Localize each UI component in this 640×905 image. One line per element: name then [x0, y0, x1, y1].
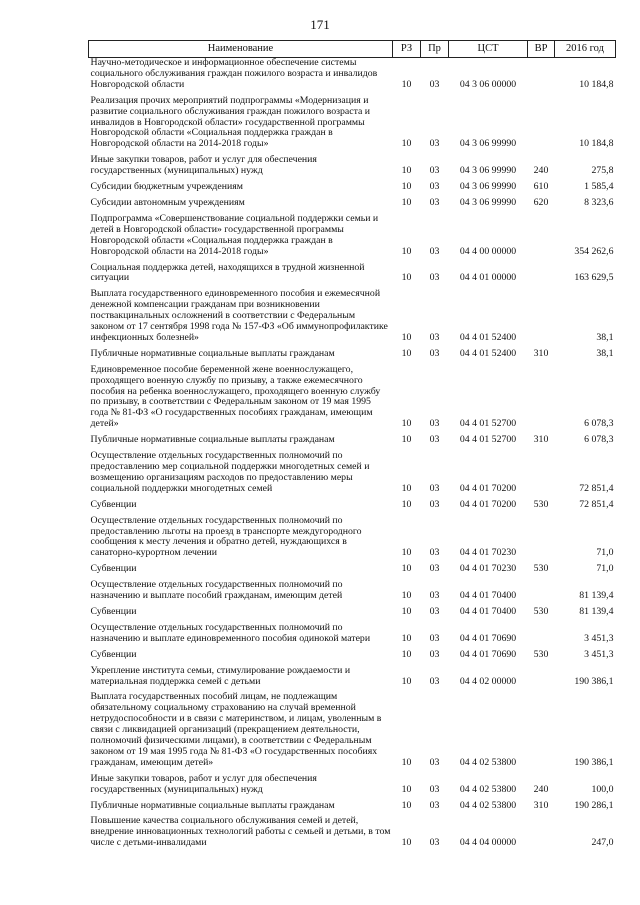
row-pr: 03 [429, 675, 440, 687]
row-rz: 10 [401, 632, 412, 644]
row-cst: 04 4 01 70230 [459, 547, 517, 559]
row-name: Иные закупки товаров, работ и услуг для обеспечения государственных (муниципальных) нужд [90, 772, 317, 795]
table-row [89, 155, 616, 182]
row-rz: 10 [401, 590, 412, 602]
row-cst: 04 3 06 99990 [459, 165, 517, 177]
row-pr: 03 [429, 563, 440, 575]
row-name: Осуществление отдельных государственных полномочий по предоставлению льготы на проезд в транспорте междугородного сообщения к месту лечения и обратно детей, нуждающихся в санаторно-курортном лечении [90, 514, 362, 559]
row-vr: 610 [533, 181, 549, 193]
row-amount: 190 386,1 [574, 756, 614, 768]
row-vr [528, 263, 555, 290]
table-row [89, 58, 616, 96]
row-amount: 81 139,4 [579, 605, 614, 617]
row-pr: 03 [429, 590, 440, 602]
budget-table [88, 40, 616, 854]
table-body [89, 58, 616, 855]
row-amount: 100,0 [591, 783, 614, 795]
header-year: 2016 год [555, 41, 616, 58]
row-pr: 03 [429, 331, 440, 343]
row-name: Осуществление отдельных государственных полномочий по назначению и выплате пособий гражданам, имеющим детей [90, 579, 343, 602]
table-row [89, 349, 616, 365]
row-pr: 03 [429, 756, 440, 768]
row-amount: 72 851,4 [579, 498, 614, 510]
row-pr: 03 [429, 434, 440, 446]
row-rz: 10 [401, 563, 412, 575]
row-name: Субсидии автономным учреждениям [90, 196, 245, 208]
row-name: Научно-методическое и информационное обеспечение системы социального обслуживания граждан пожилого возраста и инвалидов Новгородской области [90, 57, 378, 90]
row-vr: 530 [533, 648, 549, 660]
row-vr [528, 623, 555, 650]
row-rz: 10 [401, 756, 412, 768]
row-pr: 03 [429, 482, 440, 494]
row-name: Публичные нормативные социальные выплаты гражданам [90, 799, 335, 811]
header-cst: ЦСТ [449, 41, 528, 58]
row-amount: 38,1 [596, 347, 614, 359]
row-amount: 8 323,6 [584, 196, 614, 208]
row-cst: 04 3 06 00000 [459, 78, 517, 90]
header-vr: ВР [528, 41, 555, 58]
row-pr: 03 [429, 605, 440, 617]
row-cst: 04 4 01 00000 [459, 272, 517, 284]
row-pr: 03 [429, 347, 440, 359]
row-vr: 310 [533, 347, 549, 359]
table-row [89, 650, 616, 666]
row-name: Единовременное пособие беременной жене военнослужащего, проходящего военную службу по призыву, а также ежемесячного пособия на ребенка военнослужащего, проходящего военную службу по призыву, в соответствии с Федеральным законом от 19 мая 1995 года № 81-ФЗ «О государственных пособиях гражданам, имеющим детей» [90, 363, 381, 430]
table-row [89, 666, 616, 693]
row-amount: 3 451,3 [584, 648, 614, 660]
row-amount: 10 184,8 [579, 138, 614, 150]
row-vr: 310 [533, 434, 549, 446]
row-rz: 10 [401, 418, 412, 430]
row-pr: 03 [429, 783, 440, 795]
row-name: Выплата государственного единовременного пособия и ежемесячной денежной компенсации гражданам при возникновении поствакцинальных осложнений в соответствии с Федеральным законом от 17 сентября 1998 года № 157-ФЗ «Об иммунопрофилактике инфекционных болезней» [90, 288, 388, 343]
row-rz: 10 [401, 434, 412, 446]
row-amount: 190 286,1 [574, 799, 614, 811]
table-row [89, 182, 616, 198]
row-cst: 04 4 01 70200 [459, 482, 517, 494]
row-amount: 354 262,6 [574, 245, 614, 257]
table-header-row [89, 41, 616, 58]
row-vr: 530 [533, 563, 549, 575]
table-row [89, 801, 616, 817]
row-rz: 10 [401, 648, 412, 660]
row-amount: 10 184,8 [579, 78, 614, 90]
row-amount: 6 078,3 [584, 434, 614, 446]
row-pr: 03 [429, 799, 440, 811]
page-number: 171 [310, 17, 330, 32]
row-name: Субвенции [90, 648, 137, 660]
row-name: Осуществление отдельных государственных полномочий по назначению и выплате единовременного пособия одинокой матери [90, 621, 371, 644]
row-name: Социальная поддержка детей, находящихся в трудной жизненной ситуации [90, 261, 365, 284]
row-vr [528, 365, 555, 435]
row-rz: 10 [401, 181, 412, 193]
row-cst: 04 4 02 53800 [459, 756, 517, 768]
row-rz: 10 [401, 347, 412, 359]
table-row [89, 96, 616, 156]
table-row [89, 289, 616, 349]
row-vr: 240 [533, 783, 549, 795]
table-row [89, 365, 616, 435]
row-vr: 310 [533, 799, 549, 811]
table-row [89, 214, 616, 263]
row-amount: 275,8 [591, 165, 614, 177]
row-amount: 71,0 [596, 547, 614, 559]
row-vr: 620 [533, 196, 549, 208]
row-amount: 1 585,4 [584, 181, 614, 193]
row-pr: 03 [429, 837, 440, 849]
table-row [89, 451, 616, 500]
row-rz: 10 [401, 498, 412, 510]
table-row [89, 692, 616, 773]
row-vr [528, 214, 555, 263]
row-cst: 04 4 01 52400 [459, 347, 517, 359]
row-name: Субсидии бюджетным учреждениям [90, 181, 243, 193]
header-rz: РЗ [393, 41, 421, 58]
row-name: Укрепление института семьи, стимулирование рождаемости и материальная поддержка семей с детьми [90, 664, 351, 687]
row-vr [528, 96, 555, 156]
row-cst: 04 3 06 99990 [459, 181, 517, 193]
row-rz: 10 [401, 783, 412, 795]
row-pr: 03 [429, 547, 440, 559]
row-vr: 530 [533, 498, 549, 510]
row-rz: 10 [401, 482, 412, 494]
row-cst: 04 4 01 70400 [459, 605, 517, 617]
row-cst: 04 4 01 52400 [459, 331, 517, 343]
row-name: Осуществление отдельных государственных полномочий по предоставлению мер социальной поддержки многодетных семей и возмещению организациям расходов по предоставлению меры социальной поддержки многодетных семей [90, 450, 370, 494]
row-name: Повышение качества социального обслуживания семей и детей, внедрение инновационных технологий работы с семьей и детьми, в том числе с детьми-инвалидами [90, 815, 391, 849]
row-cst: 04 3 06 99990 [459, 196, 517, 208]
row-cst: 04 4 01 52700 [459, 434, 517, 446]
row-vr: 530 [533, 605, 549, 617]
row-rz: 10 [401, 138, 412, 150]
row-pr: 03 [429, 245, 440, 257]
row-vr [528, 580, 555, 607]
row-amount: 81 139,4 [579, 590, 614, 602]
row-name: Субвенции [90, 605, 137, 617]
row-rz: 10 [401, 245, 412, 257]
row-name: Субвенции [90, 498, 137, 510]
row-cst: 04 4 01 70400 [459, 590, 517, 602]
row-amount: 3 451,3 [584, 632, 614, 644]
row-rz: 10 [401, 675, 412, 687]
row-amount: 71,0 [596, 563, 614, 575]
row-vr: 240 [533, 165, 549, 177]
row-vr [528, 516, 555, 565]
row-cst: 04 4 04 00000 [459, 837, 517, 849]
row-name: Подпрограмма «Совершенствование социальной поддержки семьи и детей в Новгородской области» государственной программы Новгородской области «Социальная поддержка граждан в Новгородской области на 2014-2018 годы» [90, 212, 379, 257]
row-amount: 6 078,3 [584, 418, 614, 430]
row-cst: 04 4 01 70230 [459, 563, 517, 575]
table-row [89, 623, 616, 650]
row-name: Реализация прочих мероприятий подпрограммы «Модернизация и развитие социального обслуживания граждан пожилого возраста и инвалидов в Новгородской области» государственной программы Новгородской области «Социальная поддержка граждан в Новгородской области на 2014-2018 годы» [90, 94, 371, 150]
table-row [89, 516, 616, 565]
row-vr [528, 666, 555, 693]
row-name: Выплата государственных пособий лицам, не подлежащим обязательному социальному страхованию на случай временной нетрудоспособности и в связи с материнством, и лицам, уволенным в связи с ликвидацией организаций (прекращением деятельности, полномочий физическими лицами), в соответствии с Федеральным законом от 19 мая 1995 года № 81-ФЗ «О государственных пособиях гражданам, имеющим детей» [90, 691, 382, 768]
table-row [89, 580, 616, 607]
row-rz: 10 [401, 605, 412, 617]
table-row [89, 607, 616, 623]
row-amount: 72 851,4 [579, 482, 614, 494]
row-amount: 38,1 [596, 331, 614, 343]
header-name: Наименование [89, 41, 393, 58]
table-row [89, 435, 616, 451]
row-amount: 190 386,1 [574, 675, 614, 687]
row-vr [528, 816, 555, 854]
row-cst: 04 4 02 53800 [459, 783, 517, 795]
row-vr [528, 451, 555, 500]
row-name: Субвенции [90, 563, 137, 575]
row-pr: 03 [429, 181, 440, 193]
row-vr [528, 289, 555, 349]
row-pr: 03 [429, 272, 440, 284]
table-row [89, 564, 616, 580]
row-name: Публичные нормативные социальные выплаты гражданам [90, 434, 335, 446]
header-pr: Пр [421, 41, 449, 58]
table-row [89, 198, 616, 214]
row-pr: 03 [429, 78, 440, 90]
row-rz: 10 [401, 165, 412, 177]
row-name: Публичные нормативные социальные выплаты гражданам [90, 347, 335, 359]
row-cst: 04 3 06 99990 [459, 138, 517, 150]
table-row [89, 816, 616, 854]
row-pr: 03 [429, 648, 440, 660]
row-pr: 03 [429, 165, 440, 177]
row-cst: 04 4 02 53800 [459, 799, 517, 811]
row-cst: 04 4 02 00000 [459, 675, 517, 687]
row-amount: 163 629,5 [574, 272, 614, 284]
row-rz: 10 [401, 331, 412, 343]
table-row [89, 774, 616, 801]
row-pr: 03 [429, 138, 440, 150]
row-amount: 247,0 [591, 837, 614, 849]
row-rz: 10 [401, 78, 412, 90]
row-cst: 04 4 00 00000 [459, 245, 517, 257]
row-vr [528, 58, 555, 96]
row-pr: 03 [429, 632, 440, 644]
table-row [89, 500, 616, 516]
row-name: Иные закупки товаров, работ и услуг для обеспечения государственных (муниципальных) нужд [90, 154, 317, 177]
row-rz: 10 [401, 272, 412, 284]
row-vr [528, 692, 555, 773]
row-pr: 03 [429, 498, 440, 510]
row-cst: 04 4 01 70200 [459, 498, 517, 510]
row-pr: 03 [429, 196, 440, 208]
row-rz: 10 [401, 799, 412, 811]
row-cst: 04 4 01 52700 [459, 418, 517, 430]
row-rz: 10 [401, 837, 412, 849]
row-pr: 03 [429, 418, 440, 430]
row-rz: 10 [401, 196, 412, 208]
row-cst: 04 4 01 70690 [459, 632, 517, 644]
table-row [89, 263, 616, 290]
row-rz: 10 [401, 547, 412, 559]
row-cst: 04 4 01 70690 [459, 648, 517, 660]
